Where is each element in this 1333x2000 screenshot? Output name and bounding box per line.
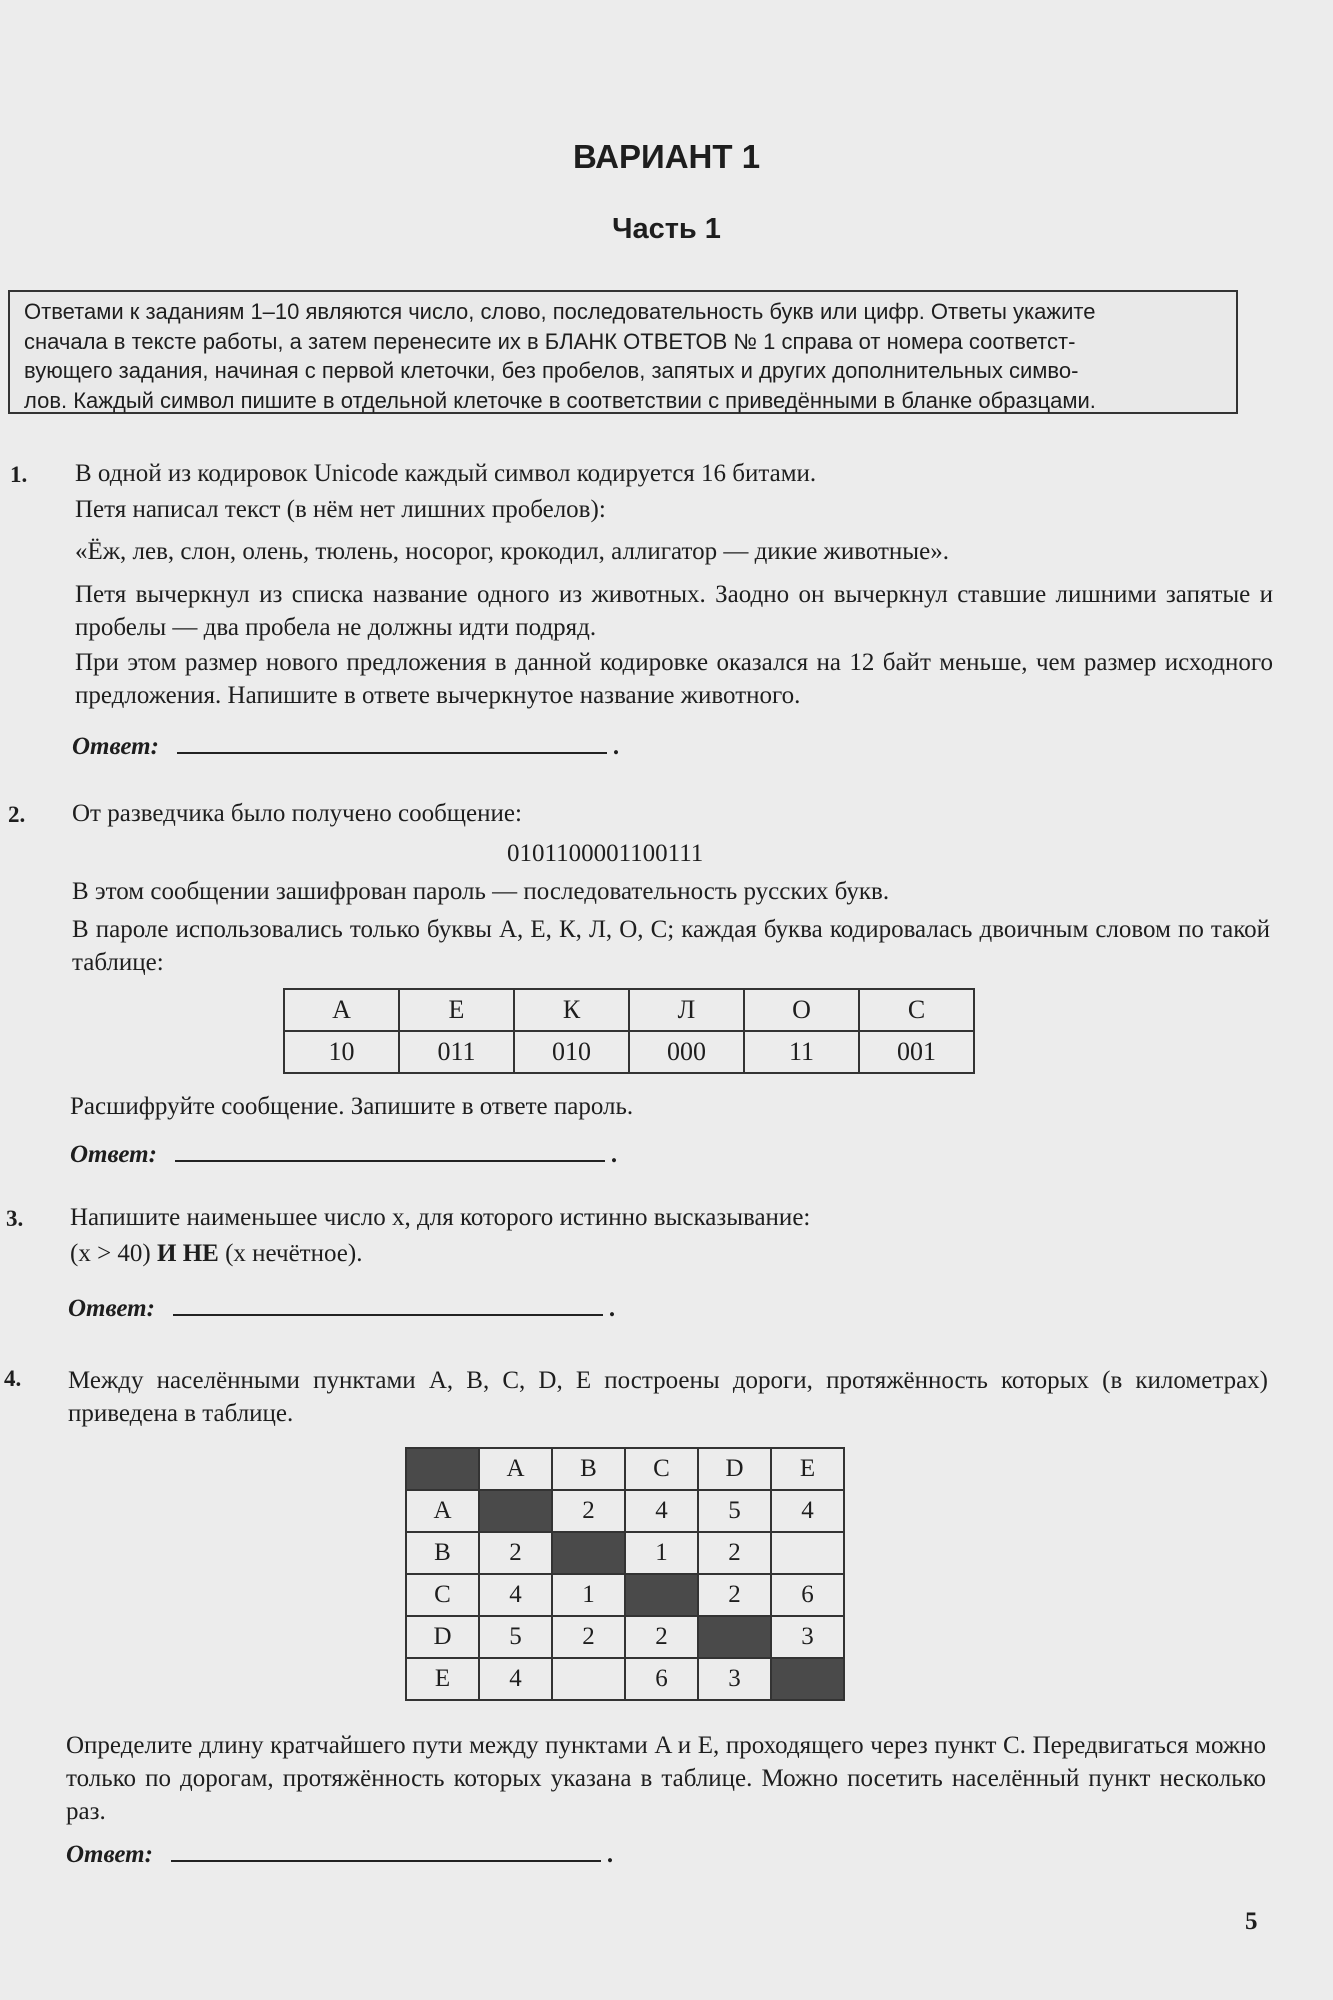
answer-label: Ответ: xyxy=(70,1141,157,1168)
distance-cell: 2 xyxy=(625,1616,698,1658)
instructions-line: Ответами к заданиям 1–10 являются число, слово, последовательность букв или цифр. Ответы укажите xyxy=(24,299,1096,324)
question-1-number: 1. xyxy=(10,462,28,487)
distance-cell: 6 xyxy=(771,1574,844,1616)
code-table-codes-row xyxy=(284,1031,974,1073)
q3-text-1: Напишите наименьшее число x, для которого истинно высказывание: xyxy=(70,1204,811,1231)
q2-answer-field[interactable] xyxy=(175,1138,605,1162)
distance-col-header: B xyxy=(552,1448,625,1490)
distance-cell: 5 xyxy=(479,1616,552,1658)
part-title: Часть 1 xyxy=(612,213,721,245)
q4-text-2: Определите длину кратчайшего пути между пунктами A и E, проходящего через пункт C. Передвигаться можно только по дорогам, протяжённость которых указана в таблице. Можно посетить населённый пункт несколько раз. xyxy=(66,1732,1266,1825)
variant-title: ВАРИАНТ 1 xyxy=(572,138,761,175)
code-value: 11 xyxy=(744,1031,859,1073)
q3-expression-operator: И НЕ xyxy=(157,1240,219,1267)
distance-cell: 4 xyxy=(479,1574,552,1616)
q3-expression-a: (x > 40) xyxy=(70,1240,157,1267)
question-2-number: 2. xyxy=(8,802,26,827)
q3-expression xyxy=(70,1240,362,1268)
distance-row xyxy=(406,1658,844,1700)
distance-cell: 4 xyxy=(625,1490,698,1532)
answer-label: Ответ: xyxy=(68,1295,155,1322)
distance-cell-diagonal xyxy=(771,1658,844,1700)
distance-row xyxy=(406,1574,844,1616)
distance-cell: 1 xyxy=(625,1532,698,1574)
q4-answer-field[interactable] xyxy=(171,1838,601,1862)
q2-text-4: Расшифруйте сообщение. Запишите в ответе пароль. xyxy=(70,1093,634,1120)
distance-cell-diagonal xyxy=(698,1616,771,1658)
distance-cell: 4 xyxy=(479,1658,552,1700)
question-3-number: 3. xyxy=(6,1206,24,1231)
code-letter: К xyxy=(514,989,629,1031)
answer-label: Ответ: xyxy=(66,1841,153,1868)
distance-cell: 2 xyxy=(698,1574,771,1616)
code-table xyxy=(283,988,975,1074)
distance-cell: 3 xyxy=(771,1616,844,1658)
distance-cell: 2 xyxy=(479,1532,552,1574)
code-value: 10 xyxy=(284,1031,399,1073)
q1-answer-field[interactable] xyxy=(177,730,607,754)
q2-answer-row: Ответ: . xyxy=(70,1138,617,1169)
code-letter: А xyxy=(284,989,399,1031)
distance-row-header: E xyxy=(406,1658,479,1700)
q2-text-1: От разведчика было получено сообщение: xyxy=(72,800,522,827)
distance-cell-diagonal xyxy=(625,1574,698,1616)
q4-text-1: Между населёнными пунктами A, B, C, D, E построены дороги, протяжённость которых (в километрах) приведена в таблице. xyxy=(68,1367,1268,1427)
distance-row-header: D xyxy=(406,1616,479,1658)
q2-message: 0101100001100111 xyxy=(507,840,704,867)
distance-row-header: B xyxy=(406,1532,479,1574)
instructions-line: вующего задания, начиная с первой клеточки, без пробелов, запятых и других дополнительных симво- xyxy=(24,358,1079,383)
distance-row xyxy=(406,1490,844,1532)
code-value: 011 xyxy=(399,1031,514,1073)
distance-cell: 2 xyxy=(698,1532,771,1574)
distance-cell xyxy=(771,1532,844,1574)
distance-cell: 5 xyxy=(698,1490,771,1532)
distance-col-header: A xyxy=(479,1448,552,1490)
code-letter: Е xyxy=(399,989,514,1031)
distance-row xyxy=(406,1616,844,1658)
distance-cell-diagonal xyxy=(479,1490,552,1532)
distance-cell: 1 xyxy=(552,1574,625,1616)
distance-cell-diagonal xyxy=(552,1532,625,1574)
code-value: 010 xyxy=(514,1031,629,1073)
distance-table xyxy=(405,1447,845,1701)
code-letter: Л xyxy=(629,989,744,1031)
instructions-line: сначала в тексте работы, а затем перенесите их в БЛАНК ОТВЕТОВ № 1 справа от номера соответст- xyxy=(24,328,1076,354)
q3-expression-c: (x нечётное). xyxy=(218,1240,363,1267)
code-value: 001 xyxy=(859,1031,974,1073)
distance-row xyxy=(406,1532,844,1574)
distance-col-header: E xyxy=(771,1448,844,1490)
code-value: 000 xyxy=(629,1031,744,1073)
answer-label: Ответ: xyxy=(72,733,159,760)
distance-header-row xyxy=(406,1448,844,1490)
q1-text-5: При этом размер нового предложения в данной кодировке оказался на 12 байт меньше, чем размер исходного предложения. Напишите в ответе вычеркнутое название животного. xyxy=(75,649,1273,709)
distance-cell: 2 xyxy=(552,1616,625,1658)
distance-cell: 3 xyxy=(698,1658,771,1700)
q1-answer-row: Ответ: . xyxy=(72,730,619,761)
distance-cell xyxy=(552,1658,625,1700)
distance-row-header: A xyxy=(406,1490,479,1532)
q3-answer-row: Ответ: . xyxy=(68,1292,615,1323)
code-letter: С xyxy=(859,989,974,1031)
distance-cell: 6 xyxy=(625,1658,698,1700)
distance-col-header: C xyxy=(625,1448,698,1490)
distance-cell: 4 xyxy=(771,1490,844,1532)
q1-quoted-text: «Ёж, лев, слон, олень, тюлень, носорог, крокодил, аллигатор — дикие животные». xyxy=(75,538,949,565)
q2-text-2: В этом сообщении зашифрован пароль — последовательность русских букв. xyxy=(72,878,890,905)
q3-answer-field[interactable] xyxy=(173,1292,603,1316)
distance-row-header: C xyxy=(406,1574,479,1616)
distance-col-header: D xyxy=(698,1448,771,1490)
distance-cell: 2 xyxy=(552,1490,625,1532)
q1-text-4: Петя вычеркнул из списка название одного из животных. Заодно он вычеркнул ставшие лишними запятые и пробелы — два пробела не должны идти подряд. xyxy=(75,581,1273,641)
q1-text-1: В одной из кодировок Unicode каждый символ кодируется 16 битами. xyxy=(75,460,817,487)
page-number: 5 xyxy=(1245,1908,1258,1935)
instructions-line: лов. Каждый символ пишите в отдельной клеточке в соответствии с приведёнными в бланке образцами. xyxy=(24,387,1096,413)
distance-corner-cell xyxy=(406,1448,479,1490)
q4-answer-row: Ответ: . xyxy=(66,1838,613,1869)
q1-text-2: Петя написал текст (в нём нет лишних пробелов): xyxy=(75,496,606,523)
q2-text-3: В пароле использовались только буквы А, Е, К, Л, О, С; каждая буква кодировалась двоичным словом по такой таблице: xyxy=(72,916,1270,976)
code-letter: О xyxy=(744,989,859,1031)
question-4-number: 4. xyxy=(4,1366,22,1391)
code-table-letters-row xyxy=(284,989,974,1031)
instructions-box xyxy=(8,290,1238,414)
